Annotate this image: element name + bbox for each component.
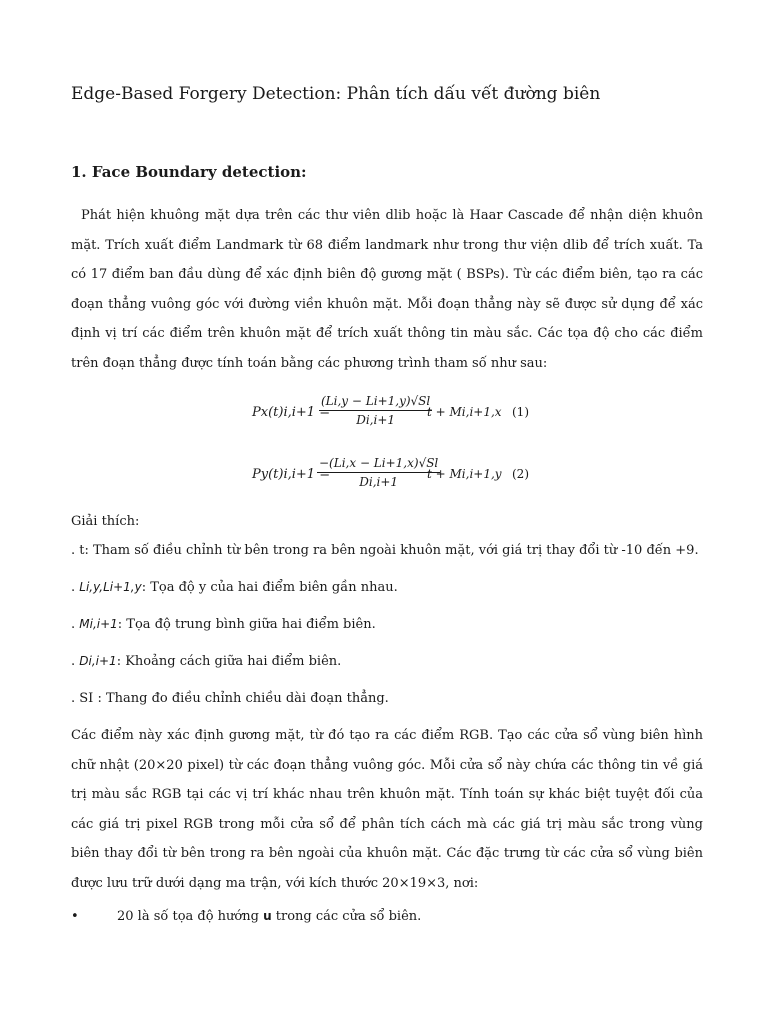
definition-d-symbol: Di,i+1 — [79, 654, 117, 668]
equation-2-number: (2) — [512, 467, 529, 481]
equation-1-number: (1) — [512, 405, 529, 419]
definition-l — [71, 580, 398, 595]
equation-1-fraction — [319, 394, 432, 427]
definition-d-text: : Khoảng cách giữa hai điểm biên. — [116, 654, 342, 669]
definition-d — [71, 654, 341, 669]
bullet-text-after: trong các cửa sổ biên. — [271, 909, 422, 924]
bullet-list-item — [71, 909, 703, 929]
bullet-text-before: 20 là số tọa độ hướng — [117, 909, 264, 924]
equation-1 — [247, 394, 537, 434]
definition-t — [71, 543, 699, 558]
equation-1-denominator: Di,i+1 — [356, 413, 396, 427]
definition-m-text: : Tọa độ trung bình giữa hai điểm biên. — [117, 617, 376, 632]
definition-l-text: : Tọa độ y của hai điểm biên gần nhau. — [141, 580, 398, 595]
definition-sl-text: . SI : Thang đo điều chỉnh chiều dài đoạn thẳng. — [71, 691, 389, 706]
bullet-marker: • — [71, 909, 79, 924]
equation-2-denominator: Di,i+1 — [359, 475, 399, 489]
equation-1-lhs: Px(t)i,i+1 = — [252, 405, 331, 420]
equation-2-lhs: Py(t)i,i+1 = — [252, 467, 331, 482]
rgb-window-paragraph: Các điểm này xác định gương mặt, từ đó tạo ra các điểm RGB. Tạo các cửa sổ vùng biên hình chữ nhật (20×20 pixel) từ các đoạn thẳng vuông góc. Mỗi cửa sổ này chứa các thông tin về giá trị màu sắc RGB tại các vị trí khác nhau trên khuôn mặt. Tính toán sự khác biệt tuyệt đối của các giá trị pixel RGB trong mỗi cửa sổ để phân tích cách mà các giá trị màu sắc trong vùng biên thay đổi từ bên trong ra bên ngoài của khuôn mặt. Các đặc trưng từ các cửa sổ vùng biên được lưu trữ dưới dạng ma trận, với kích thước 20×19×3, nơi: — [71, 728, 703, 891]
equation-2 — [247, 456, 537, 496]
definition-l-prefix: . — [71, 580, 80, 595]
definition-m — [71, 617, 376, 632]
definition-m-symbol: Mi,i+1 — [79, 617, 118, 631]
equation-2-rhs: t + Mi,i+1,y — [427, 467, 502, 481]
document-title: Edge-Based Forgery Detection: Phân tích dấu vết đường biên — [71, 84, 601, 104]
equation-1-rhs: t + Mi,i+1,x — [427, 405, 502, 419]
equation-2-fraction — [317, 456, 440, 489]
definition-sl — [71, 691, 389, 706]
intro-paragraph: Phát hiện khuông mặt dựa trên các thư viên dlib hoặc là Haar Cascade để nhận diện khuôn mặt. Trích xuất điểm Landmark từ 68 điểm landmark như trong thư viện dlib để trích xuất. Ta có 17 điểm ban đầu dùng để xác định biên độ gương mặt ( BSPs). Từ các điểm biên, tạo ra các đoạn thẳng vuông góc với đường viền khuôn mặt. Mỗi đoạn thẳng này sẽ được sử dụng để xác định vị trí các điểm trên khuôn mặt để trích xuất thông tin màu sắc. Các tọa độ cho các điểm trên đoạn thẳng được tính toán bằng các phương trình tham số như sau: — [71, 208, 703, 371]
definition-m-prefix: . — [71, 617, 80, 632]
equation-1-numerator: (Li,y − Li+1,y)√Sl — [321, 394, 431, 408]
section-heading: 1. Face Boundary detection: — [71, 163, 307, 181]
bullet-text — [117, 909, 421, 924]
equation-2-numerator: −(Li,x − Li+1,x)√Sl — [319, 456, 439, 470]
bullet-bold-symbol: u — [263, 909, 272, 923]
explanation-label: Giải thích: — [71, 514, 140, 529]
definition-d-prefix: . — [71, 654, 80, 669]
definition-l-symbol: Li,y,Li+1,y — [79, 580, 142, 594]
definition-t-text: . t: Tham số điều chỉnh từ bên trong ra bên ngoài khuôn mặt, với giá trị thay đổi từ -10 đến +9. — [71, 543, 699, 558]
